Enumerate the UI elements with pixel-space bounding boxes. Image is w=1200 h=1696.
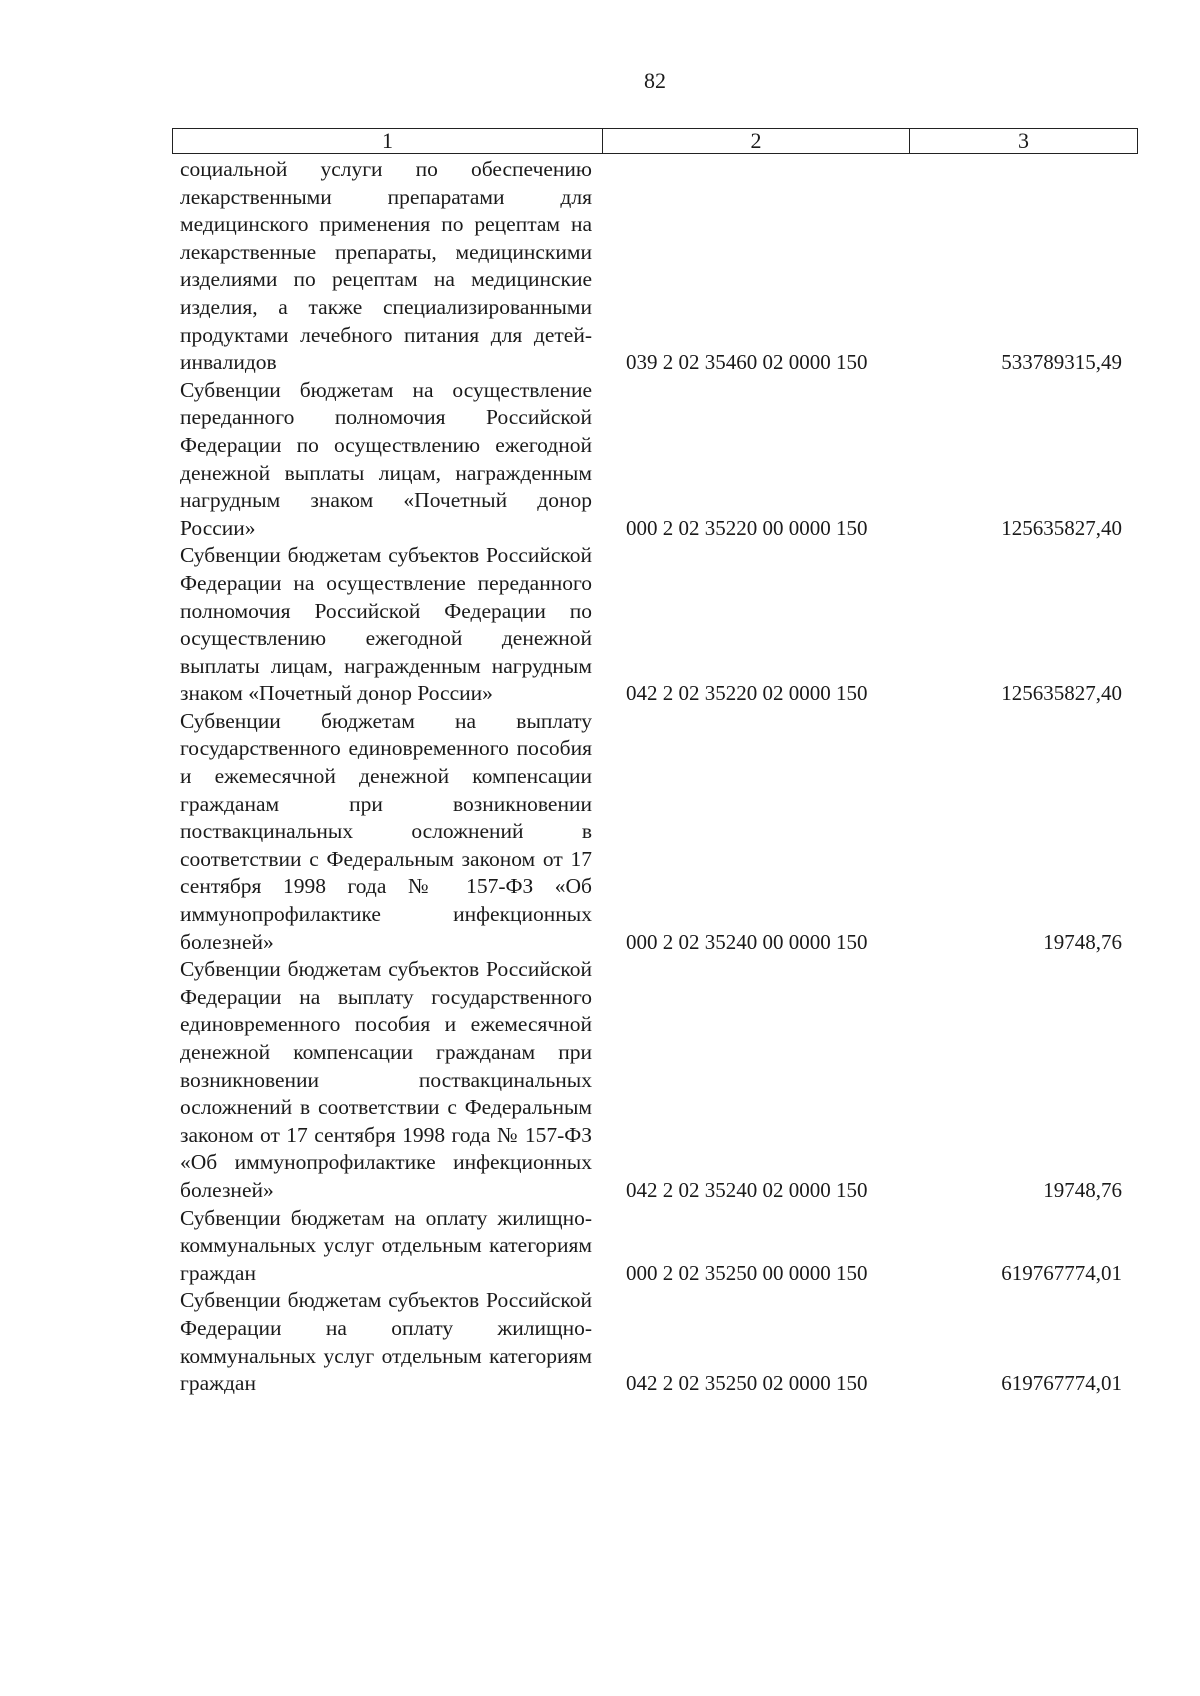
table-header <box>172 128 1138 154</box>
row-code: 042 2 02 35220 02 0000 150 <box>626 681 868 706</box>
row-amount: 19748,76 <box>1043 1177 1122 1202</box>
row-code: 042 2 02 35240 02 0000 150 <box>626 1177 868 1202</box>
row-description: Субвенции бюджетам на осуществление переданного полномочия Российской Федерации по осуществлению ежегодной денежной выплаты лицам, награжденным нагрудным знаком «Почетный донор России» <box>180 377 592 540</box>
row-description: Субвенции бюджетам на оплату жилищно-коммунальных услуг отдельным категориям граждан <box>180 1205 592 1285</box>
page-number: 82 <box>644 68 666 93</box>
row-amount: 19748,76 <box>1043 929 1122 954</box>
row-code: 000 2 02 35220 00 0000 150 <box>626 515 868 540</box>
row-description: Субвенции бюджетам субъектов Российской Федерации на осуществление переданного полномочия Российской Федерации по осуществлению ежегодной денежной выплаты лицам, награжденным нагрудным знаком «Почетный донор России» <box>180 543 592 706</box>
row-description: социальной услуги по обеспечению лекарственными препаратами для медицинского применения по рецептам на лекарственные препараты, медицинскими изделиями по рецептам на медицинские изделия, а также специализированными продуктами лечебного питания для детей-инвалидов <box>180 157 592 375</box>
row-amount: 125635827,40 <box>1001 681 1122 706</box>
table-row <box>180 956 1126 1204</box>
row-amount: 619767774,01 <box>1001 1260 1122 1285</box>
column-header-2: 2 <box>603 129 910 153</box>
row-description: Субвенции бюджетам субъектов Российской Федерации на оплату жилищно-коммунальных услуг отдельным категориям граждан <box>180 1288 592 1396</box>
row-code: 000 2 02 35250 00 0000 150 <box>626 1260 868 1285</box>
row-amount: 533789315,49 <box>1001 350 1122 375</box>
row-code: 042 2 02 35250 02 0000 150 <box>626 1371 868 1396</box>
table-row <box>180 377 1126 543</box>
table-row <box>180 708 1126 956</box>
row-description: Субвенции бюджетам на выплату государственного единовременного пособия и ежемесячной денежной компенсации гражданам при возникновении поствакцинальных осложнений в соответствии с Федеральным законом от 17 сентября 1998 года № 157-ФЗ «Об иммунопрофилактике инфекционных болезней» <box>180 708 592 954</box>
row-amount: 125635827,40 <box>1001 515 1122 540</box>
row-code: 039 2 02 35460 02 0000 150 <box>626 350 868 375</box>
row-description: Субвенции бюджетам субъектов Российской Федерации на выплату государственного единовременного пособия и ежемесячной денежной компенсации гражданам при возникновении поствакцинальных осложнений в соответствии с Федеральным законом от 17 сентября 1998 года № 157-ФЗ «Об иммунопрофилактике инфекционных болезней» <box>180 957 592 1202</box>
row-code: 000 2 02 35240 00 0000 150 <box>626 929 868 954</box>
table-row <box>180 156 1126 377</box>
column-header-1: 1 <box>173 129 603 153</box>
column-header-3: 3 <box>1018 128 1029 153</box>
table-body <box>180 156 1126 1398</box>
table-row <box>180 1287 1126 1397</box>
table-row <box>180 542 1126 708</box>
row-amount: 619767774,01 <box>1001 1371 1122 1396</box>
table-row <box>180 1205 1126 1288</box>
